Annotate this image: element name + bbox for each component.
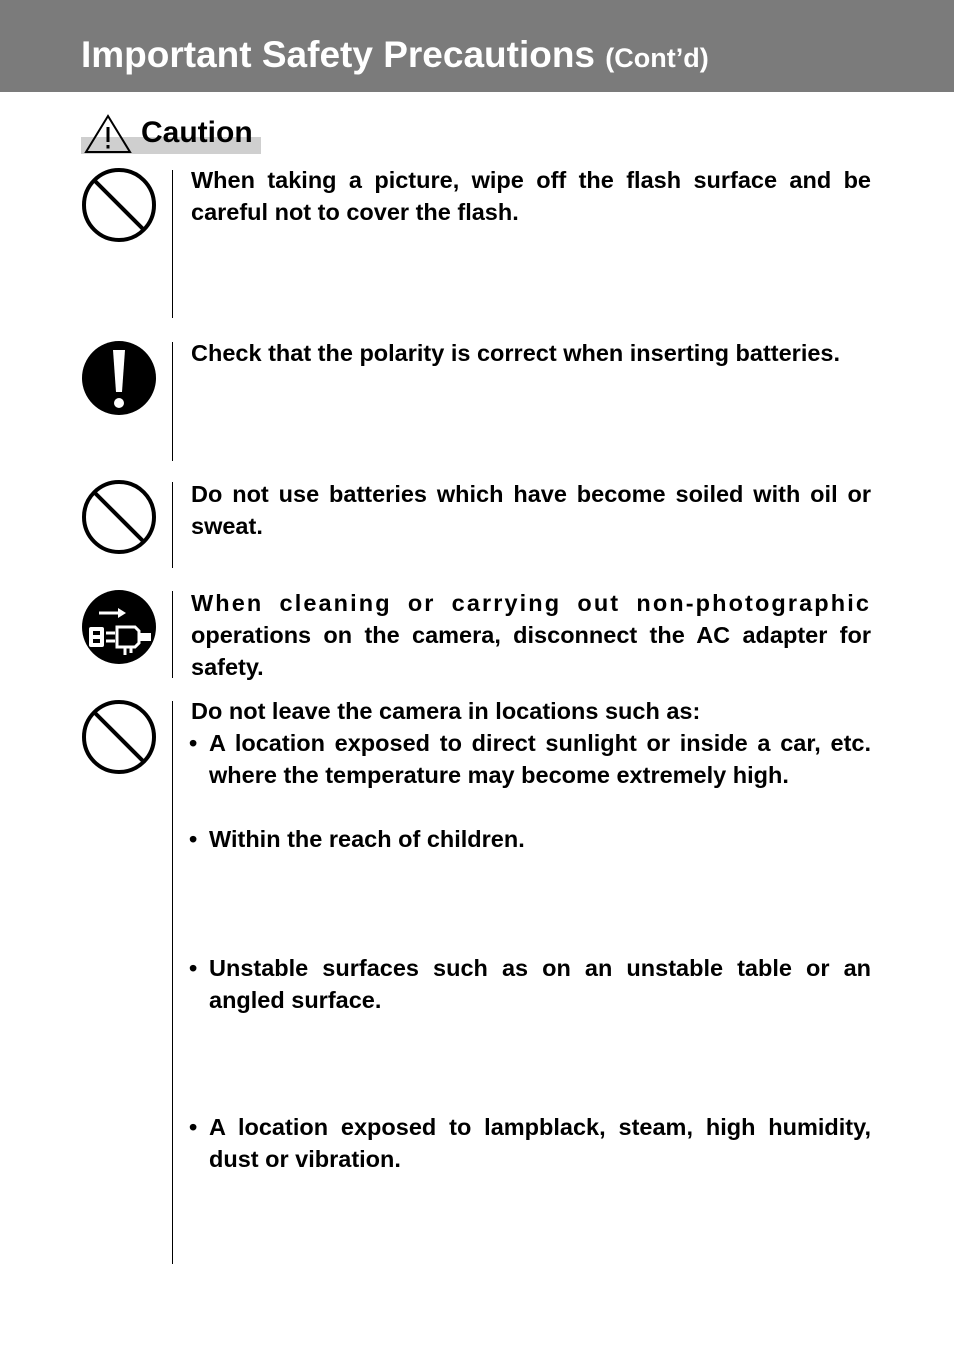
item-divider bbox=[172, 482, 173, 568]
caution-item-polarity: Check that the polarity is correct when inserting batteries. bbox=[191, 340, 841, 366]
bullet-text: Within the reach of children. bbox=[209, 826, 525, 852]
unplug-icon bbox=[81, 589, 157, 665]
caution-label: Caution bbox=[141, 116, 253, 149]
page-title-subtitle: (Cont’d) bbox=[605, 43, 709, 73]
location-bullet-unstable bbox=[189, 952, 871, 1016]
bullet-text: A location exposed to lampblack, steam, high humidity, dust or vibration. bbox=[209, 1114, 871, 1172]
bullet-dot: • bbox=[189, 1114, 198, 1140]
caution-item-soiled-batteries: Do not use batteries which have become soiled with oil or sweat. bbox=[191, 481, 871, 539]
location-bullet-lampblack bbox=[189, 1111, 871, 1175]
prohibited-icon bbox=[81, 479, 157, 555]
bullet-text: Unstable surfaces such as on an unstable table or an angled surface. bbox=[209, 955, 871, 1013]
mandatory-exclamation-icon bbox=[81, 340, 157, 416]
bullet-text: A location exposed to direct sunlight or inside a car, etc. where the temperature may become extremely high. bbox=[209, 730, 871, 788]
item-divider bbox=[172, 591, 173, 678]
page-title bbox=[81, 33, 709, 80]
location-bullet-sunlight bbox=[189, 727, 871, 791]
caution-item-flash: When taking a picture, wipe off the flash surface and be careful not to cover the flash. bbox=[191, 167, 871, 225]
item-divider bbox=[172, 170, 173, 318]
caution-item-locations-intro: Do not leave the camera in locations such as: bbox=[191, 698, 701, 724]
caution-item-ac-adapter-line1: When cleaning or carrying out non-photographic bbox=[191, 590, 871, 616]
prohibited-icon bbox=[81, 167, 157, 243]
bullet-dot: • bbox=[189, 730, 198, 756]
bullet-dot: • bbox=[189, 826, 198, 852]
caution-item-ac-adapter bbox=[191, 587, 871, 683]
item-divider bbox=[172, 342, 173, 461]
location-bullet-children bbox=[189, 823, 871, 855]
item-divider bbox=[172, 701, 173, 1264]
caution-item-ac-adapter-rest: operations on the camera, disconnect the AC adapter for safety. bbox=[191, 622, 871, 680]
warning-triangle-icon bbox=[84, 114, 132, 154]
caution-heading bbox=[81, 114, 261, 154]
bullet-dot: • bbox=[189, 955, 198, 981]
page-title-main: Important Safety Precautions bbox=[81, 34, 596, 75]
prohibited-icon bbox=[81, 699, 157, 775]
page-header bbox=[0, 0, 954, 92]
